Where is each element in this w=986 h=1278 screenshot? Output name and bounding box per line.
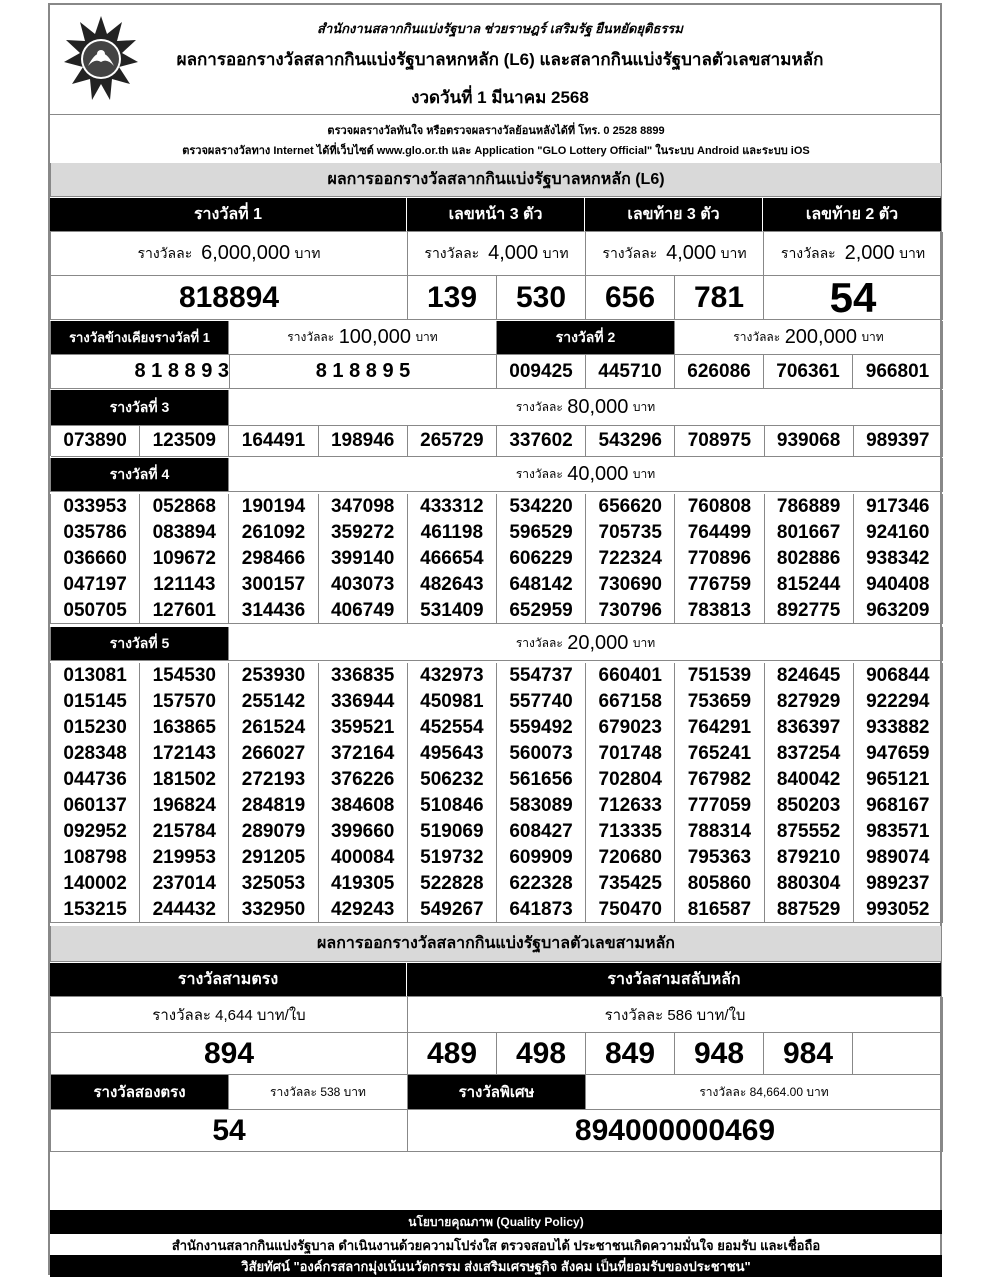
fifth-prize-number: 875552 bbox=[765, 819, 854, 845]
fourth-prize-number: 596529 bbox=[497, 520, 586, 546]
fifth-prize-number: 325053 bbox=[229, 871, 318, 897]
fifth-prize-number: 989237 bbox=[854, 871, 943, 897]
amount-prefix: รางวัลละ bbox=[602, 244, 658, 261]
amount-value: 4,000 bbox=[488, 242, 539, 264]
check-info-line2: ตรวจผลรางวัลทาง Internet ได้ที่เว็บไซต์ www.glo.or.th และ Application "GLO Lottery Official" ในระบบ Android และระบบ iOS bbox=[182, 145, 810, 157]
amount-value: 2,000 bbox=[844, 242, 895, 264]
vision-text: วิสัยทัศน์ "องค์กรสลากมุ่งเน้นนวัตกรรม ส่งเสริมเศรษฐกิจ สังคม เป็นที่ยอมรับของประชาชน" bbox=[241, 1258, 751, 1274]
tote3-amount: รางวัลละ 586 บาท/ใบ bbox=[408, 997, 943, 1033]
fifth-prize-number: 989074 bbox=[854, 845, 943, 871]
fifth-prize-number: 840042 bbox=[765, 767, 854, 793]
fifth-prize-number: 947659 bbox=[854, 741, 943, 767]
fifth-prize-number: 805860 bbox=[675, 871, 764, 897]
amount-prefix: รางวัลละ bbox=[780, 244, 836, 261]
fifth-prize-number: 284819 bbox=[229, 793, 318, 819]
third-prize-number: 123509 bbox=[140, 426, 229, 457]
page-title: ผลการออกรางวัลสลากกินแบ่งรัฐบาลหกหลัก (L6) และสลากกินแบ่งรัฐบาลตัวเลขสามหลัก bbox=[176, 50, 824, 69]
fifth-prize-number: 519069 bbox=[408, 819, 497, 845]
fifth-prize-number: 713335 bbox=[586, 819, 675, 845]
amount-value: 200,000 bbox=[784, 326, 857, 348]
amount-prefix: รางวัลละ bbox=[515, 467, 563, 481]
fourth-prize-number: 730796 bbox=[586, 598, 675, 624]
tote3-number: 984 bbox=[764, 1033, 853, 1075]
amount-prefix: รางวัลละ bbox=[515, 400, 563, 414]
second-prize-header: รางวัลที่ 2 bbox=[497, 321, 675, 355]
fifth-prize-number: 432973 bbox=[408, 663, 497, 689]
fifth-prize-number: 255142 bbox=[229, 689, 318, 715]
fifth-prize-number: 253930 bbox=[229, 663, 318, 689]
tote3-number: 498 bbox=[497, 1033, 586, 1075]
straight2-amount: รางวัลละ 538 บาท bbox=[229, 1075, 408, 1110]
fourth-prize-number: 050705 bbox=[51, 598, 140, 624]
amount-value: 100,000 bbox=[338, 326, 411, 348]
amount-unit: บาท bbox=[542, 244, 569, 261]
straight2-number: 54 bbox=[51, 1110, 408, 1152]
fifth-prize-number: 561656 bbox=[497, 767, 586, 793]
back3-number: 781 bbox=[675, 276, 764, 320]
fifth-prize-number: 013081 bbox=[51, 663, 140, 689]
fifth-prize-number: 495643 bbox=[408, 741, 497, 767]
fifth-prize-header: รางวัลที่ 5 bbox=[51, 627, 229, 661]
second-prize-number: 009425 bbox=[497, 355, 586, 389]
third-prize-number: 198946 bbox=[319, 426, 408, 457]
fifth-prize-number: 060137 bbox=[51, 793, 140, 819]
fourth-prize-number: 036660 bbox=[51, 546, 140, 572]
tote3-number: 948 bbox=[675, 1033, 764, 1075]
fifth-prize-number: 879210 bbox=[765, 845, 854, 871]
back3-amount bbox=[586, 232, 764, 276]
fourth-prize-number: 466654 bbox=[408, 546, 497, 572]
fifth-prize-number: 332950 bbox=[229, 897, 318, 923]
third-prize-number: 073890 bbox=[51, 426, 140, 457]
fifth-prize-number: 906844 bbox=[854, 663, 943, 689]
second-prize-number: 445710 bbox=[586, 355, 675, 389]
fourth-prize-number: 770896 bbox=[675, 546, 764, 572]
fifth-prize-number: 154530 bbox=[140, 663, 229, 689]
amount-prefix: รางวัลละ bbox=[733, 330, 781, 344]
fourth-prize-number: 802886 bbox=[765, 546, 854, 572]
l6-section-title bbox=[50, 163, 942, 197]
amount-unit: บาท bbox=[720, 244, 747, 261]
tote3-header: รางวัลสามสลับหลัก bbox=[407, 963, 942, 997]
fourth-prize-number: 722324 bbox=[586, 546, 675, 572]
third-prize-amount bbox=[229, 390, 943, 426]
fifth-prize-number: 359521 bbox=[319, 715, 408, 741]
fifth-prize-number: 667158 bbox=[586, 689, 675, 715]
fourth-prize-number: 461198 bbox=[408, 520, 497, 546]
fifth-prize-number: 850203 bbox=[765, 793, 854, 819]
amount-unit: บาท bbox=[632, 467, 656, 481]
policy-text-bar bbox=[50, 1235, 942, 1255]
fifth-prize-amount bbox=[229, 627, 943, 661]
fifth-prize-number: 108798 bbox=[51, 845, 140, 871]
first-prize-header: รางวัลที่ 1 bbox=[50, 198, 407, 232]
second-prize-amount bbox=[675, 321, 943, 355]
fifth-prize-number: 510846 bbox=[408, 793, 497, 819]
fifth-prize-number: 965121 bbox=[854, 767, 943, 793]
fifth-prize-number: 452554 bbox=[408, 715, 497, 741]
special-prize-header: รางวัลพิเศษ bbox=[408, 1075, 586, 1110]
fifth-prize-number: 679023 bbox=[586, 715, 675, 741]
second-prize-number: 706361 bbox=[764, 355, 853, 389]
fifth-prize-number: 506232 bbox=[408, 767, 497, 793]
front3-amount bbox=[408, 232, 586, 276]
agency-motto: สำนักงานสลากกินแบ่งรัฐบาล ช่วยราษฎร์ เสริมรัฐ ยืนหยัดยุติธรรม bbox=[317, 21, 683, 36]
straight2-header: รางวัลสองตรง bbox=[51, 1075, 229, 1110]
policy-title: นโยบายคุณภาพ (Quality Policy) bbox=[408, 1214, 584, 1229]
fourth-prize-number: 963209 bbox=[854, 598, 943, 624]
fifth-prize-number: 519732 bbox=[408, 845, 497, 871]
fifth-prize-number: 153215 bbox=[51, 897, 140, 923]
fifth-prize-number: 712633 bbox=[586, 793, 675, 819]
fifth-prize-number: 751539 bbox=[675, 663, 764, 689]
fourth-prize-number: 399140 bbox=[319, 546, 408, 572]
third-prize-number: 337602 bbox=[497, 426, 586, 457]
fourth-prize-number: 406749 bbox=[319, 598, 408, 624]
fifth-prize-number: 660401 bbox=[586, 663, 675, 689]
amount-value: 4,000 bbox=[666, 242, 717, 264]
fifth-prize-number: 560073 bbox=[497, 741, 586, 767]
fourth-prize-number: 801667 bbox=[765, 520, 854, 546]
fifth-prize-number: 816587 bbox=[675, 897, 764, 923]
fifth-prize-number: 735425 bbox=[586, 871, 675, 897]
fifth-prize-number: 196824 bbox=[140, 793, 229, 819]
fourth-prize-number: 403073 bbox=[319, 572, 408, 598]
fourth-prize-number: 359272 bbox=[319, 520, 408, 546]
near-first-amount bbox=[229, 321, 497, 355]
straight3-amount: รางวัลละ 4,644 บาท/ใบ bbox=[51, 997, 408, 1033]
front3-number: 139 bbox=[408, 276, 497, 320]
third-prize-number: 989397 bbox=[854, 426, 943, 457]
front3-header: เลขหน้า 3 ตัว bbox=[407, 198, 585, 232]
amount-unit: บาท bbox=[861, 330, 884, 344]
fourth-prize-number: 047197 bbox=[51, 572, 140, 598]
fifth-prize-number: 753659 bbox=[675, 689, 764, 715]
fifth-prize-number: 765241 bbox=[675, 741, 764, 767]
back3-header: เลขท้าย 3 ตัว bbox=[585, 198, 763, 232]
fifth-prize-number: 015145 bbox=[51, 689, 140, 715]
fifth-prize-number: 163865 bbox=[140, 715, 229, 741]
fifth-prize-number: 419305 bbox=[319, 871, 408, 897]
vision-bar bbox=[50, 1255, 942, 1277]
fourth-prize-number: 705735 bbox=[586, 520, 675, 546]
fourth-prize-number: 083894 bbox=[140, 520, 229, 546]
amount-value: 80,000 bbox=[567, 396, 629, 418]
fifth-prize-number: 608427 bbox=[497, 819, 586, 845]
third-prize-number: 708975 bbox=[675, 426, 764, 457]
fourth-prize-number: 924160 bbox=[854, 520, 943, 546]
l6-section-title-text: ผลการออกรางวัลสลากกินแบ่งรัฐบาลหกหลัก (L6) bbox=[327, 171, 665, 188]
amount-prefix: รางวัลละ bbox=[424, 244, 480, 261]
fourth-prize-number: 433312 bbox=[408, 494, 497, 520]
fifth-prize-number: 750470 bbox=[586, 897, 675, 923]
fifth-prize-number: 450981 bbox=[408, 689, 497, 715]
fifth-prize-number: 272193 bbox=[229, 767, 318, 793]
fifth-prize-number: 933882 bbox=[854, 715, 943, 741]
special-prize-number: 894000000469 bbox=[408, 1110, 943, 1152]
n3-section-title bbox=[50, 926, 942, 962]
fifth-prize-number: 215784 bbox=[140, 819, 229, 845]
second-prize-number: 626086 bbox=[675, 355, 764, 389]
third-prize-number: 543296 bbox=[586, 426, 675, 457]
fourth-prize-number: 109672 bbox=[140, 546, 229, 572]
fifth-prize-number: 261524 bbox=[229, 715, 318, 741]
amount-unit: บาท bbox=[415, 330, 438, 344]
amount-unit: บาท bbox=[632, 636, 656, 650]
fifth-prize-number: 922294 bbox=[854, 689, 943, 715]
amount-prefix: รางวัลละ bbox=[515, 636, 563, 650]
fifth-prize-number: 157570 bbox=[140, 689, 229, 715]
divider bbox=[50, 114, 942, 115]
amount-value: 20,000 bbox=[567, 632, 629, 654]
third-prize-number: 939068 bbox=[765, 426, 854, 457]
amount-value: 40,000 bbox=[567, 463, 629, 485]
fifth-prize-number: 384608 bbox=[319, 793, 408, 819]
fifth-prize-number: 641873 bbox=[497, 897, 586, 923]
fifth-prize-number: 559492 bbox=[497, 715, 586, 741]
fifth-prize-number: 609909 bbox=[497, 845, 586, 871]
fifth-prize-number: 836397 bbox=[765, 715, 854, 741]
fifth-prize-number: 044736 bbox=[51, 767, 140, 793]
third-prize-header: รางวัลที่ 3 bbox=[51, 390, 229, 426]
fourth-prize-number: 940408 bbox=[854, 572, 943, 598]
fifth-prize-number: 554737 bbox=[497, 663, 586, 689]
first-prize-amount bbox=[51, 232, 408, 276]
fourth-prize-number: 815244 bbox=[765, 572, 854, 598]
policy-text: สำนักงานสลากกินแบ่งรัฐบาล ดำเนินงานด้วยความโปร่งใส ตรวจสอบได้ ประชาชนเกิดความมั่นใจ ยอมรับ และเชื่อถือ bbox=[171, 1237, 821, 1253]
fifth-prize-number: 399660 bbox=[319, 819, 408, 845]
fifth-prize-number: 824645 bbox=[765, 663, 854, 689]
fourth-prize-number: 776759 bbox=[675, 572, 764, 598]
fifth-prize-number: 015230 bbox=[51, 715, 140, 741]
fifth-prize-number: 181502 bbox=[140, 767, 229, 793]
fifth-prize-number: 764291 bbox=[675, 715, 764, 741]
fifth-prize-number: 837254 bbox=[765, 741, 854, 767]
fifth-prize-number: 219953 bbox=[140, 845, 229, 871]
fifth-prize-number: 291205 bbox=[229, 845, 318, 871]
fifth-prize-number: 400084 bbox=[319, 845, 408, 871]
fifth-prize-number: 993052 bbox=[854, 897, 943, 923]
second-prize-number: 966801 bbox=[853, 355, 943, 389]
tote3-number: 489 bbox=[408, 1033, 497, 1075]
fourth-prize-number: 531409 bbox=[408, 598, 497, 624]
fifth-prize-number: 289079 bbox=[229, 819, 318, 845]
check-info-line1: ตรวจผลรางวัลทันใจ หรือตรวจผลรางวัลย้อนหลังได้ที่ โทร. 0 2528 8899 bbox=[327, 125, 665, 137]
fourth-prize-number: 052868 bbox=[140, 494, 229, 520]
fifth-prize-number: 887529 bbox=[765, 897, 854, 923]
first-prize-number: 818894 bbox=[51, 276, 408, 320]
fourth-prize-number: 300157 bbox=[229, 572, 318, 598]
fifth-prize-number: 777059 bbox=[675, 793, 764, 819]
straight3-header: รางวัลสามตรง bbox=[50, 963, 407, 997]
back2-header: เลขท้าย 2 ตัว bbox=[763, 198, 942, 232]
fourth-prize-amount bbox=[229, 458, 943, 492]
amount-unit: บาท bbox=[632, 400, 656, 414]
near-first-number: 8 1 8 8 9 5 bbox=[229, 355, 497, 389]
fifth-prize-number: 172143 bbox=[140, 741, 229, 767]
fourth-prize-number: 298466 bbox=[229, 546, 318, 572]
fourth-prize-number: 121143 bbox=[140, 572, 229, 598]
fifth-prize-number: 968167 bbox=[854, 793, 943, 819]
fourth-prize-header: รางวัลที่ 4 bbox=[51, 458, 229, 492]
fourth-prize-number: 261092 bbox=[229, 520, 318, 546]
fourth-prize-number: 760808 bbox=[675, 494, 764, 520]
amount-value: 6,000,000 bbox=[201, 242, 291, 264]
fourth-prize-number: 656620 bbox=[586, 494, 675, 520]
fifth-prize-number: 702804 bbox=[586, 767, 675, 793]
tote3-number: 849 bbox=[586, 1033, 675, 1075]
fifth-prize-number: 701748 bbox=[586, 741, 675, 767]
fifth-prize-number: 767982 bbox=[675, 767, 764, 793]
fourth-prize-number: 347098 bbox=[319, 494, 408, 520]
fifth-prize-number: 549267 bbox=[408, 897, 497, 923]
fifth-prize-number: 092952 bbox=[51, 819, 140, 845]
fifth-prize-number: 028348 bbox=[51, 741, 140, 767]
third-prize-number: 164491 bbox=[229, 426, 318, 457]
fifth-prize-number: 522828 bbox=[408, 871, 497, 897]
fifth-prize-number: 336835 bbox=[319, 663, 408, 689]
back2-number: 54 bbox=[764, 276, 943, 320]
near-first-number: 8 1 8 8 9 3 bbox=[51, 355, 229, 389]
fourth-prize-number: 938342 bbox=[854, 546, 943, 572]
fifth-prize-number: 376226 bbox=[319, 767, 408, 793]
fourth-prize-number: 314436 bbox=[229, 598, 318, 624]
fourth-prize-number: 648142 bbox=[497, 572, 586, 598]
fifth-prize-number: 266027 bbox=[229, 741, 318, 767]
front3-number: 530 bbox=[497, 276, 586, 320]
n3-section-title-text: ผลการออกรางวัลสลากกินแบ่งรัฐบาลตัวเลขสามหลัก bbox=[317, 935, 675, 952]
fifth-prize-number: 244432 bbox=[140, 897, 229, 923]
fourth-prize-number: 033953 bbox=[51, 494, 140, 520]
fifth-prize-number: 557740 bbox=[497, 689, 586, 715]
near-first-header: รางวัลข้างเคียงรางวัลที่ 1 bbox=[51, 321, 229, 355]
fifth-prize-number: 237014 bbox=[140, 871, 229, 897]
fifth-prize-number: 788314 bbox=[675, 819, 764, 845]
fourth-prize-number: 783813 bbox=[675, 598, 764, 624]
fifth-prize-number: 583089 bbox=[497, 793, 586, 819]
special-prize-amount: รางวัลละ 84,664.00 บาท bbox=[586, 1075, 943, 1110]
fifth-prize-number: 795363 bbox=[675, 845, 764, 871]
fourth-prize-number: 534220 bbox=[497, 494, 586, 520]
fifth-prize-number: 720680 bbox=[586, 845, 675, 871]
amount-prefix: รางวัลละ bbox=[137, 244, 193, 261]
fourth-prize-number: 606229 bbox=[497, 546, 586, 572]
fifth-prize-number: 429243 bbox=[319, 897, 408, 923]
fifth-prize-number: 140002 bbox=[51, 871, 140, 897]
amount-prefix: รางวัลละ bbox=[287, 330, 335, 344]
fifth-prize-number: 622328 bbox=[497, 871, 586, 897]
fourth-prize-number: 892775 bbox=[765, 598, 854, 624]
fourth-prize-number: 764499 bbox=[675, 520, 764, 546]
fifth-prize-number: 827929 bbox=[765, 689, 854, 715]
back2-amount bbox=[764, 232, 943, 276]
third-prize-number: 265729 bbox=[408, 426, 497, 457]
fifth-prize-number: 880304 bbox=[765, 871, 854, 897]
fourth-prize-number: 482643 bbox=[408, 572, 497, 598]
fourth-prize-number: 127601 bbox=[140, 598, 229, 624]
fourth-prize-number: 035786 bbox=[51, 520, 140, 546]
empty-cell bbox=[853, 1033, 943, 1075]
fifth-prize-number: 336944 bbox=[319, 689, 408, 715]
glo-emblem-icon bbox=[62, 14, 140, 104]
fourth-prize-number: 917346 bbox=[854, 494, 943, 520]
fourth-prize-number: 652959 bbox=[497, 598, 586, 624]
amount-unit: บาท bbox=[294, 244, 321, 261]
straight3-number: 894 bbox=[51, 1033, 408, 1075]
fourth-prize-number: 730690 bbox=[586, 572, 675, 598]
fourth-prize-number: 190194 bbox=[229, 494, 318, 520]
amount-unit: บาท bbox=[899, 244, 926, 261]
draw-date: งวดวันที่ 1 มีนาคม 2568 bbox=[411, 88, 589, 107]
back3-number: 656 bbox=[586, 276, 675, 320]
policy-title-bar bbox=[50, 1210, 942, 1234]
fifth-prize-number: 983571 bbox=[854, 819, 943, 845]
fifth-prize-number: 372164 bbox=[319, 741, 408, 767]
fourth-prize-number: 786889 bbox=[765, 494, 854, 520]
